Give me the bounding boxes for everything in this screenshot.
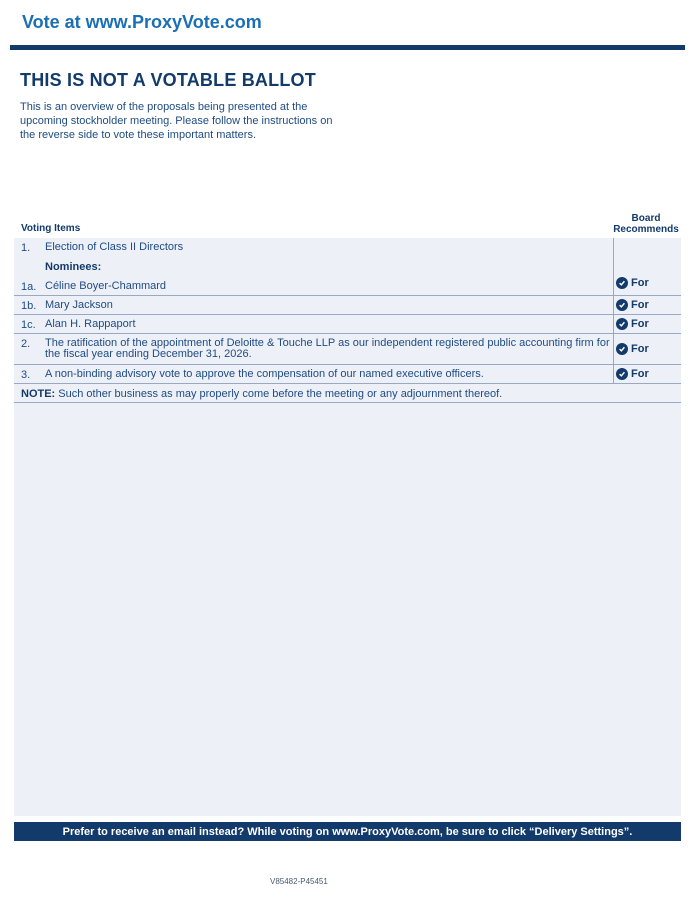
- email-delivery-banner: [14, 822, 681, 841]
- note-text: Such other business as may properly come before the meeting or any adjournment thereof.: [55, 388, 503, 400]
- row-divider: [14, 333, 681, 334]
- row-divider: [14, 402, 681, 403]
- item-text: Alan H. Rappaport: [45, 318, 136, 330]
- check-circle-icon: [616, 277, 628, 289]
- recommendation-label: For: [631, 368, 649, 380]
- board-recommendation: [616, 299, 649, 311]
- voting-items-header: Voting Items: [21, 223, 81, 234]
- note-row: [21, 388, 502, 400]
- board-recommendation: [616, 368, 649, 380]
- check-circle-icon: [616, 368, 628, 380]
- email-prompt-text: Prefer to receive an email instead? While voting on www.ProxyVote.com, be sure to click “Delivery Settings”.: [62, 825, 633, 838]
- board-column-divider: [613, 238, 614, 384]
- ballot-title: THIS IS NOT A VOTABLE BALLOT: [20, 70, 316, 90]
- item-text: A non-binding advisory vote to approve the compensation of our named executive officers.: [45, 368, 484, 380]
- row-divider: [14, 295, 681, 296]
- intro-text: This is an overview of the proposals being presented at the upcoming stockholder meeting. Please follow the instructions on the reverse side to vote these important matters.: [20, 101, 333, 141]
- row-divider: [14, 364, 681, 365]
- row-divider: [14, 383, 681, 384]
- check-circle-icon: [616, 343, 628, 355]
- recommendation-label: For: [631, 277, 649, 289]
- item-number: 1b.: [21, 300, 37, 312]
- item-text: The ratification of the appointment of Deloitte & Touche LLP as our independent registered public accounting firm for the fiscal year ending December 31, 2026.: [45, 337, 610, 360]
- recommendation-label: For: [631, 318, 649, 330]
- board-recommendation: [616, 343, 649, 355]
- nominees-label: Nominees:: [45, 261, 102, 273]
- check-circle-icon: [616, 318, 628, 330]
- item-text: Election of Class II Directors: [45, 241, 184, 253]
- proxyvote-link[interactable]: Vote at www.ProxyVote.com: [22, 12, 262, 32]
- document-code: V85482-P45451: [270, 877, 328, 886]
- item-text: Mary Jackson: [45, 299, 113, 311]
- check-circle-icon: [616, 299, 628, 311]
- board-recommends-header: [610, 213, 682, 235]
- item-number: 1c.: [21, 319, 36, 331]
- note-label: NOTE:: [21, 388, 56, 400]
- board-header-line2: Recommends: [613, 224, 679, 235]
- item-number: 1.: [21, 242, 31, 254]
- item-number: 1a.: [21, 281, 37, 293]
- item-number: 2.: [21, 338, 31, 350]
- item-text: Céline Boyer-Chammard: [45, 280, 167, 292]
- board-recommendation: [616, 318, 649, 330]
- recommendation-label: For: [631, 299, 649, 311]
- header-divider: [10, 45, 685, 50]
- item-number: 3.: [21, 369, 31, 381]
- board-recommendation: [616, 277, 649, 289]
- row-divider: [14, 314, 681, 315]
- recommendation-label: For: [631, 343, 649, 355]
- board-header-line1: Board: [631, 213, 661, 224]
